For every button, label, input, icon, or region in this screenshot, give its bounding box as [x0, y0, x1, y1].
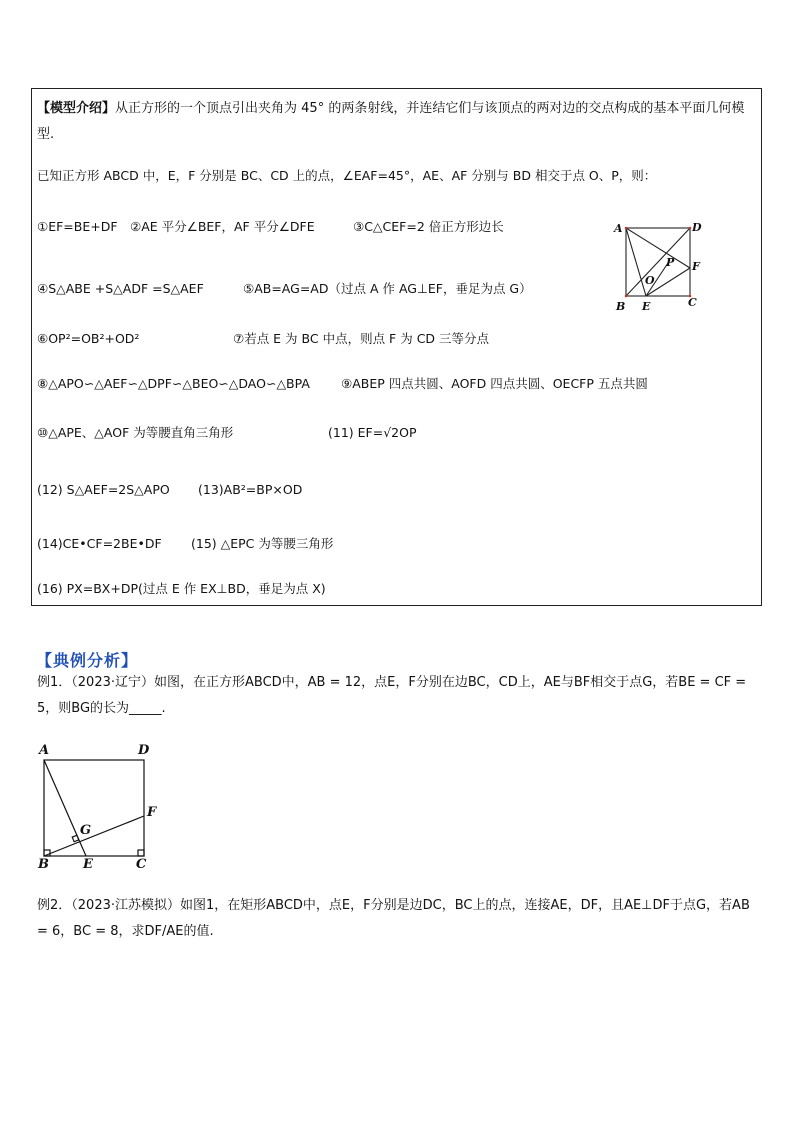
item-5: ⑤AB=AG=AD（过点 A 作 AG⊥EF，垂足为点 G）	[243, 281, 532, 296]
right-angle-c	[138, 850, 144, 856]
fig-label-d: D	[692, 221, 702, 234]
item-6: ⑥OP²=OB²+OD²	[37, 331, 140, 346]
item-12: (12) S△AEF=2S△APO	[37, 482, 170, 497]
ex1-label-g: G	[80, 823, 92, 838]
model-intro	[37, 96, 757, 148]
item-11: (11) EF=√2OP	[328, 425, 417, 440]
right-angle-g	[72, 835, 79, 842]
example1-text: 例1．（2023·辽宁）如图，在正方形ABCD中，AB = 12，点E，F分别在边BC，CD上，AE与BF相交于点G，若BE = CF = 5，则BG的长为_____.	[37, 675, 747, 716]
fig-label-b: B	[616, 300, 626, 313]
intro-text: 从正方形的一个顶点引出夹角为 45° 的两条射线，并连结它们与该顶点的两对边的交点构成的基本平面几何模型.	[37, 101, 745, 142]
item-2: ②AE 平分∠BEF，AF 平分∠DFE	[130, 219, 315, 234]
section-title: 【典例分析】	[36, 651, 139, 670]
fig-label-a: A	[614, 222, 623, 235]
example2-text: 例2．（2023·江苏模拟）如图1，在矩形ABCD中，点E，F分别是边DC，BC上的点，连接AE，DF，且AE⊥DF于点G，若AB = 6，BC = 8，求DF/AE的值.	[37, 898, 750, 939]
item-14: (14)CE•CF=2BE•DF	[37, 536, 162, 551]
model-figure	[608, 218, 708, 318]
intro-label: 【模型介绍】	[37, 101, 116, 116]
item-15: (15) △EPC 为等腰三角形	[191, 536, 334, 551]
fig-label-e: E	[642, 300, 651, 313]
ex1-label-f: F	[147, 805, 157, 820]
item-16: (16) PX=BX+DP(过点 E 作 EX⊥BD，垂足为点 X)	[37, 581, 326, 596]
item-1: ①EF=BE+DF	[37, 219, 118, 234]
square-abcd-ex1	[44, 760, 144, 856]
segment-bf	[44, 816, 144, 856]
item-10: ⑩△APE、△AOF 为等腰直角三角形	[37, 425, 234, 440]
given-text: 已知正方形 ABCD 中，E，F 分别是 BC、CD 上的点，∠EAF=45°，AE、AF 分别与 BD 相交于点 O、P，则：	[37, 168, 657, 183]
item-9: ⑨ABEP 四点共圆、AOFD 四点共圆、OECFP 五点共圆	[341, 376, 648, 391]
example1-figure	[36, 742, 166, 872]
item-3: ③C△CEF=2 倍正方形边长	[353, 219, 504, 234]
fig-label-c: C	[688, 296, 697, 309]
item-13: (13)AB²=BP×OD	[198, 482, 303, 497]
item-8: ⑧△APO∽△AEF∽△DPF∽△BEO∽△DAO∽△BPA	[37, 376, 310, 391]
ex1-label-e: E	[83, 857, 93, 872]
fig-label-o: O	[645, 274, 655, 287]
item-7: ⑦若点 E 为 BC 中点，则点 F 为 CD 三等分点	[233, 331, 490, 346]
fig-label-p: P	[666, 256, 675, 269]
item-4: ④S△ABE +S△ADF =S△AEF	[37, 281, 204, 296]
fig-label-f: F	[692, 260, 700, 273]
ex1-label-c: C	[136, 857, 147, 872]
ex1-label-b: B	[38, 857, 49, 872]
ex1-label-d: D	[138, 743, 150, 758]
ex1-label-a: A	[39, 743, 50, 758]
